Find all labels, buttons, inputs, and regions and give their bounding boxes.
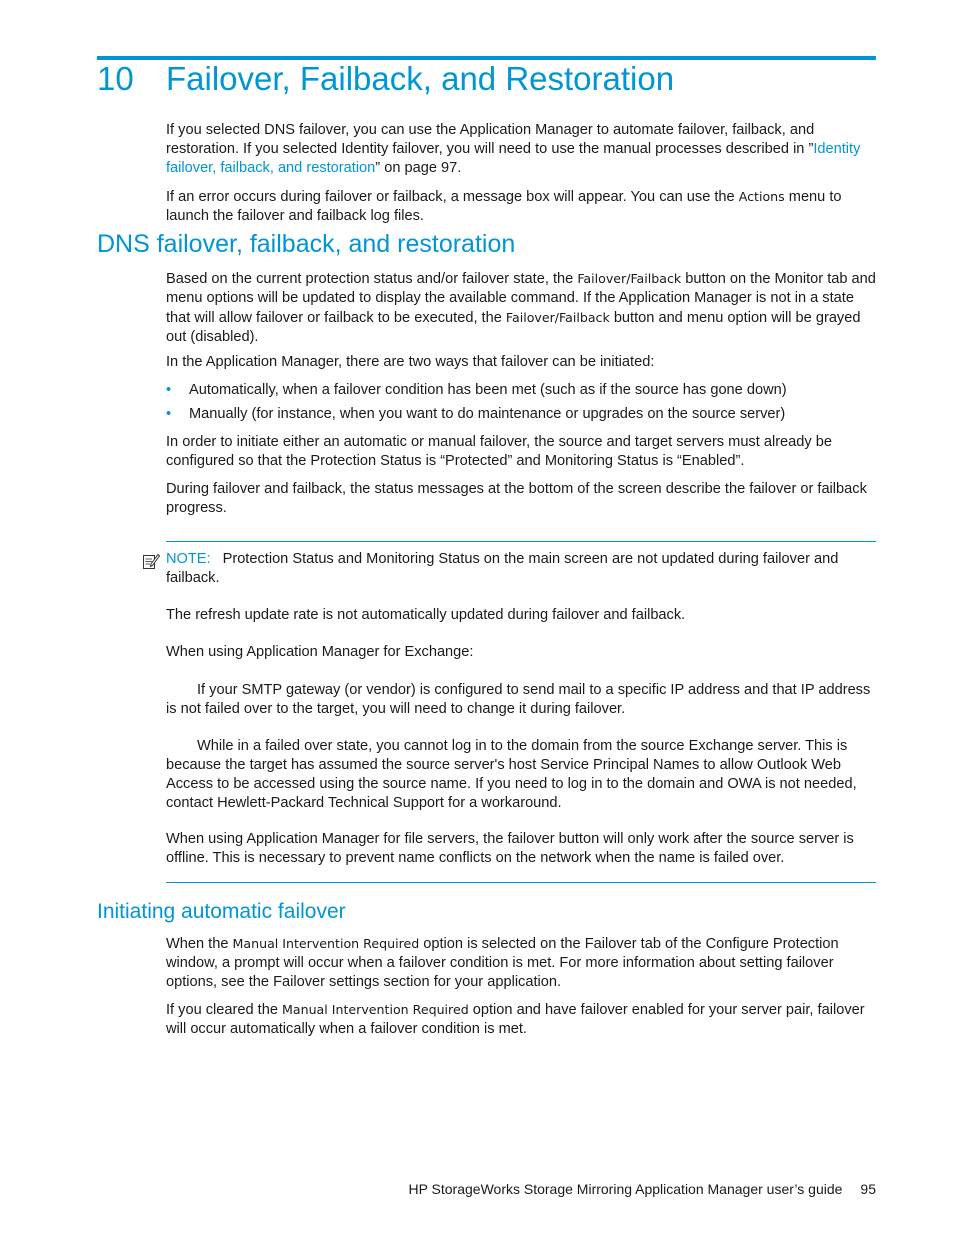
note-paragraph: [166, 550, 876, 588]
dns-paragraph-1: [166, 269, 876, 347]
page-footer: [408, 1181, 876, 1197]
identity-failover-link[interactable]: Identity failover, failback, and restoration: [166, 141, 861, 176]
manual-intervention-term: Manual Intervention Required: [232, 936, 420, 951]
intro-paragraph-1: [166, 121, 876, 178]
note-paragraph-exchange: When using Application Manager for Exchange:: [166, 644, 474, 660]
failover-failback-term: Failover/Failback: [505, 310, 610, 325]
note-bottom-rule: [166, 882, 876, 883]
intro-text: If an error occurs during failover or failback, a message box will appear. You can use the: [166, 189, 739, 205]
body-text: option and have failover enabled for your server pair, failover will occur automatically when a failover condition is met.: [166, 1002, 865, 1037]
bullet-text: Automatically, when a failover condition has been met (such as if the source has gone down): [189, 382, 787, 398]
dns-paragraph-2: In the Application Manager, there are two ways that failover can be initiated:: [166, 354, 655, 370]
body-text: When the: [166, 936, 233, 952]
note-paragraph-refresh: The refresh update rate is not automatically updated during failover and failback.: [166, 607, 686, 623]
page-number: 95: [860, 1181, 876, 1197]
chapter-title: [97, 60, 674, 98]
note-top-rule: [166, 541, 876, 542]
dns-paragraph-4: During failover and failback, the status messages at the bottom of the screen describe the failover or failback progress.: [166, 481, 867, 516]
note-paragraph-smtp: If your SMTP gateway (or vendor) is configured to send mail to a specific IP address and that IP address is not failed over to the target, you will need to change it during failover.: [166, 682, 871, 717]
bullet-icon: •: [166, 382, 172, 398]
dns-paragraph-3: In order to initiate either an automatic or manual failover, the source and target servers must already be configured so that the Protection Status is “Protected” and Monitoring Status is “Enabled”.: [166, 434, 832, 469]
intro-text: If you selected DNS failover, you can use the Application Manager to automate failover, failback, and restoration. If you selected Identity failover, you will need to use the manual processes described in ”: [166, 122, 815, 157]
bullet-icon: •: [166, 406, 172, 422]
auto-failover-heading: Initiating automatic failover: [97, 900, 346, 923]
auto-paragraph-2: [166, 1000, 876, 1039]
note-label: NOTE:: [166, 551, 211, 567]
body-text: button on the Monitor tab and menu options will be updated to display the available command. If the Application Manager is not in a state that will allow failover or failback to be executed, the: [166, 271, 876, 326]
chapter-title-text: Failover, Failback, and Restoration: [166, 60, 675, 97]
body-text: option is selected on the Failover tab of the Configure Protection window, a prompt will occur when a failover condition is met. For more information about setting failover options, see the Failover settings section for your application.: [166, 936, 839, 990]
failover-failback-term: Failover/Failback: [577, 271, 682, 286]
footer-title: HP StorageWorks Storage Mirroring Application Manager user’s guide: [408, 1181, 843, 1197]
chapter-number: 10: [97, 60, 134, 97]
manual-intervention-term: Manual Intervention Required: [282, 1002, 469, 1017]
intro-text: ” on page 97.: [375, 160, 462, 176]
auto-paragraph-1: [166, 934, 876, 992]
note-paragraph-file-servers: When using Application Manager for file servers, the failover button will only work after the source server is offline. This is necessary to prevent name conflicts on the network when the name is failed over.: [166, 831, 854, 866]
actions-menu-term: Actions: [738, 189, 785, 204]
body-text: Based on the current protection status and/or failover state, the: [166, 271, 578, 287]
note-paragraph-owa: While in a failed over state, you cannot log in to the domain from the source Exchange server. This is because the target has assumed the source server's host Service Principal Names to allow Outlook Web Access to be accessed using the source name. If you need to log in to the domain and OWA is not needed, contact Hewlett-Packard Technical Support for a workaround.: [166, 738, 857, 811]
bullet-text: Manually (for instance, when you want to do maintenance or upgrades on the source server): [189, 406, 786, 422]
body-text: button and menu option will be grayed out (disabled).: [166, 310, 861, 345]
note-text: Protection Status and Monitoring Status on the main screen are not updated during failover and failback.: [166, 551, 839, 586]
body-text: If you cleared the: [166, 1002, 283, 1018]
intro-text: menu to launch the failover and failback log files.: [166, 189, 842, 224]
intro-paragraph-2: [166, 187, 876, 226]
dns-section-heading: DNS failover, failback, and restoration: [97, 230, 516, 258]
note-pencil-icon: [142, 552, 160, 570]
